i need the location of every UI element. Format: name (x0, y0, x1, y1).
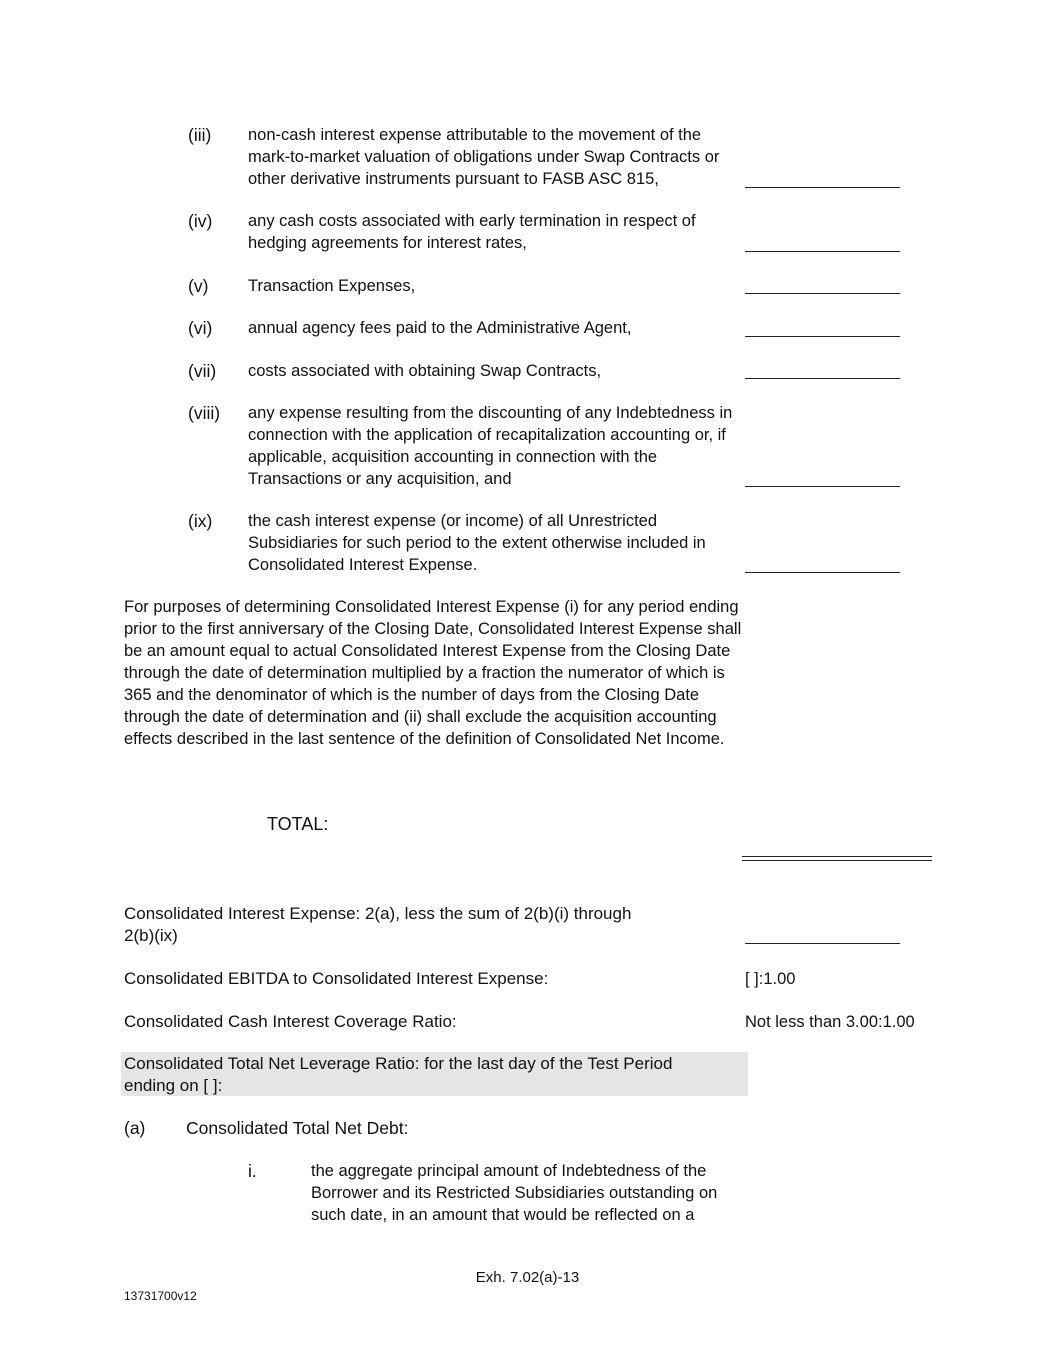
item-text: any cash costs associated with early termination in respect of hedging agreements for interest rates, (248, 212, 696, 252)
total-double-underline[interactable] (742, 856, 932, 861)
section-a-number: (a) (124, 1118, 146, 1138)
page-number: Exh. 7.02(a)-13 (475, 1269, 580, 1286)
amount-blank-line[interactable] (745, 187, 900, 188)
item-number: (viii) (188, 403, 221, 423)
ebitda-ratio-label: Consolidated EBITDA to Consolidated Interest Expense: (124, 969, 549, 988)
amount-blank-line[interactable] (745, 336, 900, 337)
item-number: (vi) (188, 318, 213, 338)
item-text: Transaction Expenses, (248, 277, 416, 295)
item-text: any expense resulting from the discounting of any Indebtedness in connection with the application of recapitalization accounting or, if applicable, acquisition accounting in connection with the Transactions or any acquisition, and (248, 404, 733, 488)
sub-item-text: the aggregate principal amount of Indebtedness of the Borrower and its Restricted Subsidiaries outstanding on such date, in an amount that would be reflected on a (311, 1162, 718, 1224)
amount-blank-line[interactable] (745, 486, 900, 487)
item-number: (iv) (188, 211, 213, 231)
leverage-heading: Consolidated Total Net Leverage Ratio: for the last day of the Test Period ending on [ ]: (124, 1054, 673, 1095)
item-number: (iii) (188, 125, 212, 145)
coverage-ratio-value: Not less than 3.00:1.00 (745, 1013, 915, 1031)
coverage-ratio-label: Consolidated Cash Interest Coverage Ratio: (124, 1012, 457, 1031)
cie-line: Consolidated Interest Expense: 2(a), less the sum of 2(b)(i) through 2(b)(ix) (124, 904, 632, 945)
amount-blank-line[interactable] (745, 251, 900, 252)
document-id: 13731700v12 (124, 1289, 197, 1303)
item-text: costs associated with obtaining Swap Contracts, (248, 362, 602, 380)
item-text: annual agency fees paid to the Administrative Agent, (248, 319, 632, 337)
amount-blank-line[interactable] (745, 943, 900, 944)
sub-item-number: i. (248, 1161, 257, 1181)
section-a-label: Consolidated Total Net Debt: (186, 1118, 409, 1138)
item-number: (ix) (188, 511, 213, 531)
amount-blank-line[interactable] (745, 572, 900, 573)
item-number: (v) (188, 276, 209, 296)
amount-blank-line[interactable] (745, 378, 900, 379)
item-text: the cash interest expense (or income) of all Unrestricted Subsidiaries for such period to the extent otherwise included in Consolidated Interest Expense. (248, 512, 706, 574)
ebitda-ratio-value: [ ]:1.00 (745, 970, 796, 988)
purposes-paragraph: For purposes of determining Consolidated Interest Expense (i) for any period ending prior to the first anniversary of the Closing Date, Consolidated Interest Expense shall be an amount equal to actual Consolidated Interest Expense from the Closing Date through the date of determination multiplied by a fraction the numerator of which is 365 and the denominator of which is the number of days from the Closing Date through the date of determination and (ii) shall exclude the acquisition accounting effects described in the last sentence of the definition of Consolidated Net Income. (124, 598, 742, 748)
item-text: non-cash interest expense attributable to the movement of the mark-to-market valuation of obligations under Swap Contracts or other derivative instruments pursuant to FASB ASC 815, (248, 126, 720, 188)
item-number: (vii) (188, 361, 217, 381)
amount-blank-line[interactable] (745, 293, 900, 294)
total-label: TOTAL: (267, 814, 329, 834)
